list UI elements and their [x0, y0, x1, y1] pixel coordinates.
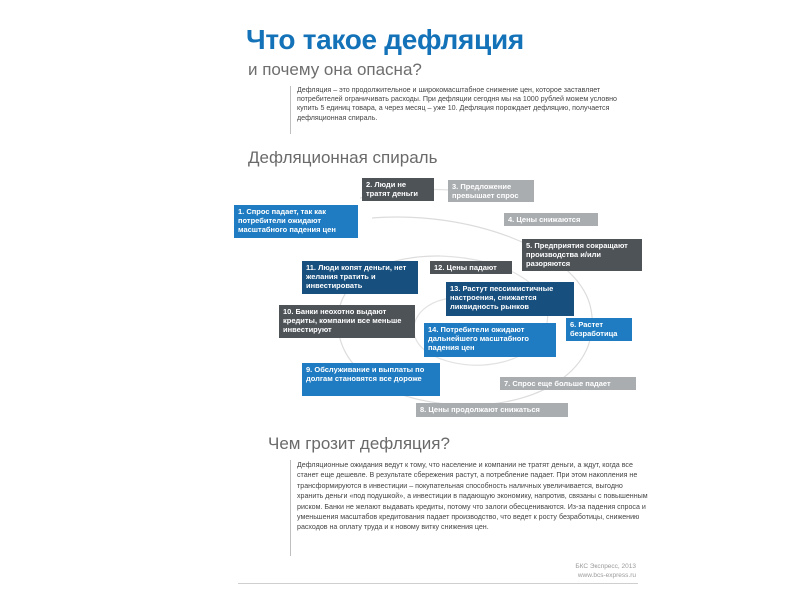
step-number: 11.	[306, 263, 317, 272]
spiral-step-10	[279, 305, 415, 338]
spiral-step-4	[504, 213, 598, 226]
step-number: 9.	[306, 365, 313, 374]
step-text: Предложение превышает спрос	[452, 182, 519, 201]
step-text: Растут пессимистичные настроения, снижается ликвидность рынков	[450, 284, 554, 312]
step-number: 1.	[238, 207, 245, 216]
step-number: 7.	[504, 379, 511, 388]
step-number: 4.	[508, 215, 515, 224]
page-title: Что такое дефляция	[246, 24, 524, 55]
intro-text: Дефляция – это продолжительное и широкомасштабное снижение цен, которое заставляет потребителей ограничивать расходы. При дефляции сегодня мы на 1000 рублей можем условно купить 5 единиц товара, а через месяц – уже 10. Дефляция порождает дефляцию, получается дефляционная спираль.	[297, 86, 617, 122]
step-number: 14.	[428, 325, 439, 334]
credit-site: www.bcs-express.ru	[577, 572, 636, 579]
step-text: Растет безработица	[570, 320, 618, 339]
step-number: 2.	[366, 180, 373, 189]
page-subtitle: и почему она опасна?	[248, 60, 422, 79]
step-number: 13.	[450, 284, 461, 293]
step-text: Потребители ожидают дальнейшего масштабного падения цен	[428, 325, 529, 353]
spiral-step-3	[448, 180, 534, 202]
step-text: Обслуживание и выплаты по долгам становятся все дороже	[306, 365, 425, 384]
step-number: 8.	[420, 405, 427, 414]
source-credit	[530, 562, 636, 580]
threat-paragraph	[290, 460, 649, 556]
spiral-step-2	[362, 178, 434, 201]
spiral-step-11	[302, 261, 418, 294]
threat-heading: Чем грозит дефляция?	[268, 434, 450, 453]
threat-text: Дефляционные ожидания ведут к тому, что население и компании не тратят деньги, а ждут, когда все станет еще дешевле. В результате сбережения растут, а потребление падает. При этом накопления не трансформируются в инвестиции – покупательная способность наличных увеличивается, выгодно хранить деньги «под подушкой», а инвестиции в падающую экономику, напротив, связаны с повышенным риском. Банки не желают выдавать кредиты, потому что залоги обесцениваются. Из-за падения спроса и уменьшения масштабов кредитования падает производство, что ведет к росту безработицы, снижению расходов на оплату труда и к новому витку снижения цен.	[297, 461, 648, 532]
step-number: 3.	[452, 182, 459, 191]
step-text: Цены падают	[446, 263, 497, 272]
spiral-step-8	[416, 403, 568, 417]
spiral-heading: Дефляционная спираль	[248, 148, 438, 167]
step-text: Люди не тратят деньги	[366, 180, 419, 199]
spiral-step-7	[500, 377, 636, 390]
spiral-step-14	[424, 323, 556, 357]
step-number: 6.	[570, 320, 577, 329]
step-text: Цены продолжают снижаться	[428, 405, 540, 414]
footer-divider	[238, 583, 638, 584]
step-text: Предприятия сокращают производства и/или разоряются	[526, 241, 628, 269]
step-text: Спрос падает, так как потребители ожидают масштабного падения цен	[238, 207, 336, 235]
step-text: Цены снижаются	[516, 215, 581, 224]
step-text: Люди копят деньги, нет желания тратить и инвестировать	[306, 263, 407, 291]
step-text: Спрос еще больше падает	[512, 379, 611, 388]
spiral-step-9	[302, 363, 440, 396]
spiral-step-6	[566, 318, 632, 341]
credit-source: БКС Экспресс, 2013	[575, 563, 636, 570]
step-text: Банки неохотно выдают кредиты, компании все меньше инвестируют	[283, 307, 402, 335]
step-number: 5.	[526, 241, 533, 250]
spiral-step-13	[446, 282, 574, 316]
step-number: 10.	[283, 307, 294, 316]
spiral-step-5	[522, 239, 642, 271]
step-number: 12.	[434, 263, 445, 272]
spiral-step-12	[430, 261, 512, 274]
spiral-step-1	[234, 205, 358, 238]
